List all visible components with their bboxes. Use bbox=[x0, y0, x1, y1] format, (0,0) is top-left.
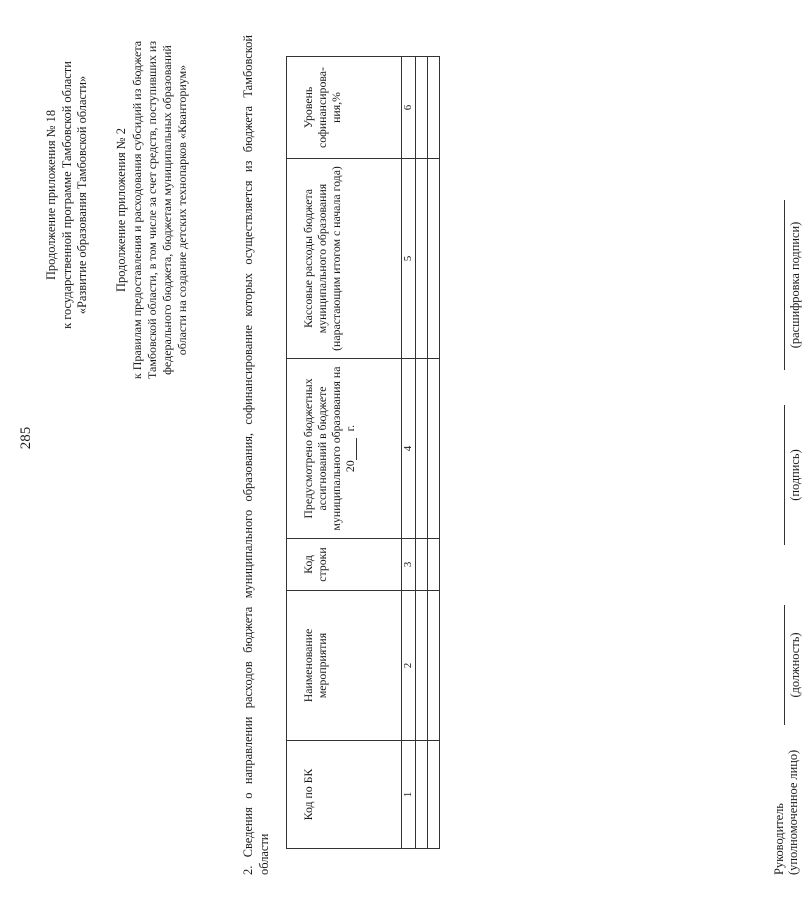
table-cell bbox=[428, 359, 440, 539]
header-cell-allocations bbox=[287, 359, 402, 539]
header-cell-bk-code: Код по БК bbox=[287, 741, 402, 849]
expenditure-table bbox=[286, 56, 440, 849]
year-suffix: г. bbox=[343, 424, 357, 432]
table-cell bbox=[416, 57, 428, 159]
column-number: 5 bbox=[402, 159, 416, 359]
appendix-header-line: к государственной программе Тамбовской области bbox=[59, 61, 74, 329]
signature-line bbox=[784, 405, 785, 545]
rules-reference bbox=[114, 20, 190, 400]
table-cell bbox=[428, 57, 440, 159]
year-blank-line bbox=[345, 438, 357, 460]
column-number: 3 bbox=[402, 539, 416, 591]
table-cell bbox=[428, 159, 440, 359]
table-cell bbox=[416, 359, 428, 539]
position-line bbox=[784, 605, 785, 725]
table-cell bbox=[428, 539, 440, 591]
table-header-row bbox=[287, 57, 402, 849]
table-cell bbox=[416, 741, 428, 849]
column-number: 6 bbox=[402, 57, 416, 159]
signature-caption: (подпись) bbox=[788, 449, 802, 501]
signatory-role: Руководитель bbox=[772, 803, 786, 875]
decoding-caption: (расшифровка подписи) bbox=[788, 221, 802, 349]
column-number: 2 bbox=[402, 591, 416, 741]
rules-line: Тамбовской области, в том числе за счет средств, поступивших из bbox=[145, 41, 159, 380]
header-cell-cofinancing-level: Уровень софинансирова-ния,% bbox=[287, 57, 402, 159]
page-number: 285 bbox=[18, 426, 34, 450]
appendix-header-line: «Развитие образования Тамбовской области» bbox=[75, 75, 89, 315]
rules-line: области на создание детских технопарков «Кванториум» bbox=[175, 64, 189, 356]
column-number: 4 bbox=[402, 359, 416, 539]
decoding-line bbox=[784, 200, 785, 370]
table-row-empty bbox=[428, 57, 440, 849]
header-cell-cash-expenses: Кассовые расходы бюджета муниципального образования (нарастающим итогом с начала года) bbox=[287, 159, 402, 359]
table-cell bbox=[416, 539, 428, 591]
signatory-role: (уполномоченное лицо) bbox=[786, 749, 800, 875]
header-cell-activity-name: Наименование мероприятия bbox=[287, 591, 402, 741]
position-caption: (должность) bbox=[788, 632, 802, 698]
rules-line: федерального бюджета, бюджетам муниципальных образований bbox=[160, 45, 174, 375]
column-number: 1 bbox=[402, 741, 416, 849]
signature-block bbox=[772, 15, 800, 875]
table-row-column-numbers bbox=[402, 57, 416, 849]
table-cell bbox=[416, 159, 428, 359]
appendix-header bbox=[44, 25, 91, 365]
rules-title: Продолжение приложения № 2 bbox=[114, 128, 128, 292]
header-cell-row-code: Код строки bbox=[287, 539, 402, 591]
section-heading: 2. Сведения о направлении расходов бюджета муниципального образования, софинансирование которых осуществляется из бюджета Тамбовской области bbox=[241, 35, 271, 875]
table-cell bbox=[416, 591, 428, 741]
allocations-label: Предусмотрено бюджетных ассигнований в бюджете муниципального образования на 20 bbox=[301, 366, 357, 531]
table-cell bbox=[428, 741, 440, 849]
appendix-header-line: Продолжение приложения № 18 bbox=[44, 109, 58, 281]
table-cell bbox=[428, 591, 440, 741]
table-row-empty bbox=[416, 57, 428, 849]
rules-line: к Правилам предоставления и расходования субсидий из бюджета bbox=[130, 40, 144, 380]
